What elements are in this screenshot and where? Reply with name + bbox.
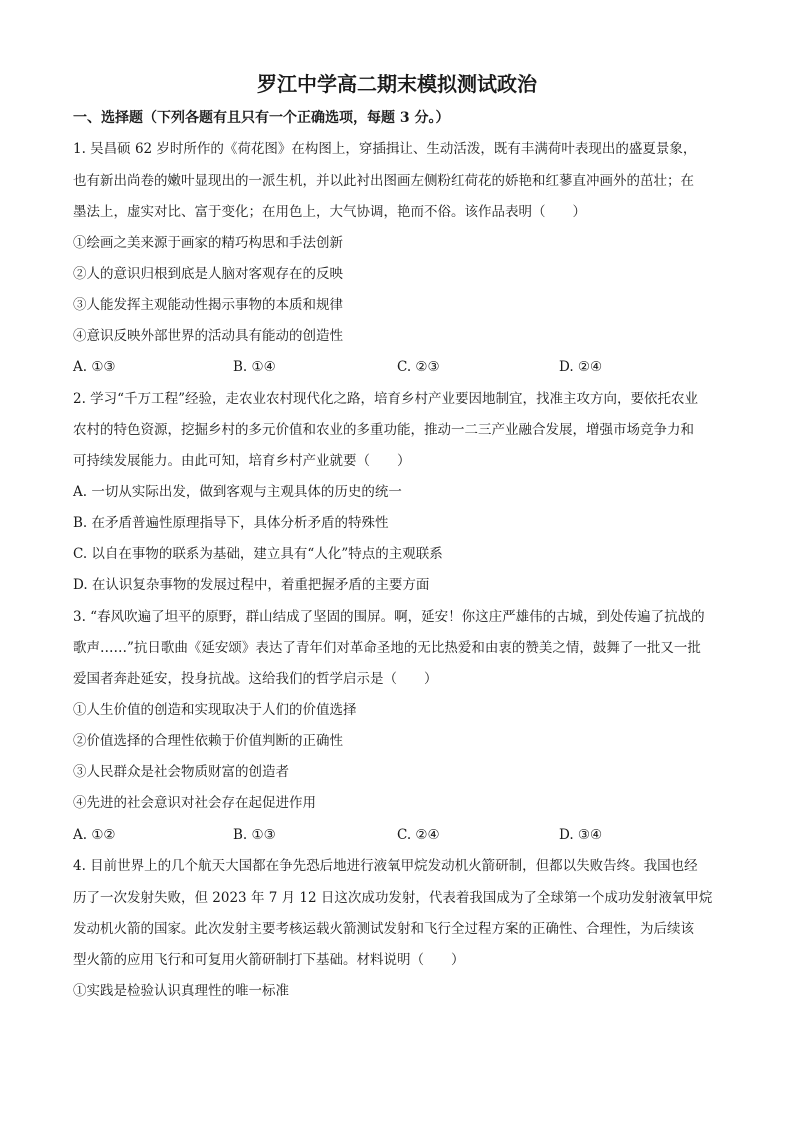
q3-option-a[interactable]: A. ①② [73, 827, 116, 843]
q1-statement-2: ②人的意识归根到底是人脑对客观存在的反映 [73, 266, 343, 282]
q3-stem-line-3: 爱国者奔赴延安，投身抗战。这给我们的哲学启示是（ ） [73, 671, 438, 687]
q3-statement-1: ①人生价值的创造和实现取决于人们的价值选择 [73, 702, 357, 718]
section-heading: 一、选择题（下列各题有且只有一个正确选项，每题 3 分。） [73, 110, 450, 126]
q2-option-d[interactable]: D. 在认识复杂事物的发展过程中，着重把握矛盾的主要方面 [73, 577, 430, 593]
q1-statement-3: ③人能发挥主观能动性揭示事物的本质和规律 [73, 297, 343, 313]
q4-statement-1: ①实践是检验认识真理性的唯一标准 [73, 983, 289, 999]
q1-statement-1: ①绘画之美来源于画家的精巧构思和手法创新 [73, 235, 343, 251]
q2-stem-line-3: 可持续发展能力。由此可知，培育乡村产业就要（ ） [73, 453, 411, 469]
q2-option-a[interactable]: A. 一切从实际出发，做到客观与主观具体的历史的统一 [73, 484, 402, 500]
q1-option-b[interactable]: B. ①④ [233, 359, 276, 375]
q4-stem-line-4: 型火箭的应用飞行和可复用火箭研制打下基础。材料说明（ ） [73, 952, 465, 968]
q2-option-c[interactable]: C. 以自在事物的联系为基础，建立具有“人化”特点的主观联系 [73, 546, 443, 562]
page-title: 罗江中学高二期末模拟测试政治 [257, 72, 537, 96]
q3-statement-4: ④先进的社会意识对社会存在起促进作用 [73, 795, 316, 811]
q1-option-a[interactable]: A. ①③ [73, 359, 116, 375]
q3-option-c[interactable]: C. ②④ [397, 827, 440, 843]
q3-statement-3: ③人民群众是社会物质财富的创造者 [73, 764, 289, 780]
q3-option-d[interactable]: D. ③④ [559, 827, 603, 843]
q4-stem-line-2: 历了一次发射失败，但 2023 年 7 月 12 日这次成功发射，代表着我国成为了全球第一个成功发射液氧甲烷 [73, 890, 713, 906]
q2-stem-line-2: 农村的特色资源，挖掘乡村的多元价值和农业的多重功能，推动一二三产业融合发展，增强市场竞争力和 [73, 422, 694, 438]
q1-statement-4: ④意识反映外部世界的活动具有能动的创造性 [73, 328, 343, 344]
q1-stem-line-2: 也有新出尚卷的嫩叶显现出的一派生机，并以此衬出图画左侧粉红荷花的娇艳和红蓼直冲画外的茁壮；在 [73, 173, 694, 189]
q3-stem-line-1: 3. “春风吹遍了坦平的原野，群山结成了坚固的围屏。啊，延安！你这庄严雄伟的古城，到处传遍了抗战的 [73, 609, 705, 625]
q4-stem-line-1: 4. 目前世界上的几个航天大国都在争先恐后地进行液氧甲烷发动机火箭研制，但都以失败告终。我国也经 [73, 858, 698, 874]
q3-option-b[interactable]: B. ①③ [233, 827, 276, 843]
q1-option-c[interactable]: C. ②③ [397, 359, 440, 375]
q1-option-d[interactable]: D. ②④ [559, 359, 603, 375]
q2-stem-line-1: 2. 学习“千万工程”经验，走农业农村现代化之路，培育乡村产业要因地制宜，找准主攻方向，要依托农业 [73, 391, 698, 407]
q3-stem-line-2: 歌声……”抗日歌曲《延安颂》表达了青年们对革命圣地的无比热爱和由衷的赞美之情，鼓舞了一批又一批 [73, 640, 701, 656]
q4-stem-line-3: 发动机火箭的国家。此次发射主要考核运载火箭测试发射和飞行全过程方案的正确性、合理性，为后续该 [73, 921, 694, 937]
q2-option-b[interactable]: B. 在矛盾普遍性原理指导下，具体分析矛盾的特殊性 [73, 515, 389, 531]
q1-stem-line-1: 1. 吴昌硕 62 岁时所作的《荷花图》在构图上，穿插揖让、生动活泼，既有丰满荷叶表现出的盛夏景象， [73, 141, 697, 157]
q3-statement-2: ②价值选择的合理性依赖于价值判断的正确性 [73, 733, 343, 749]
q1-stem-line-3: 墨法上，虚实对比、富于变化；在用色上，大气协调，艳而不俗。该作品表明（ ） [73, 204, 586, 220]
